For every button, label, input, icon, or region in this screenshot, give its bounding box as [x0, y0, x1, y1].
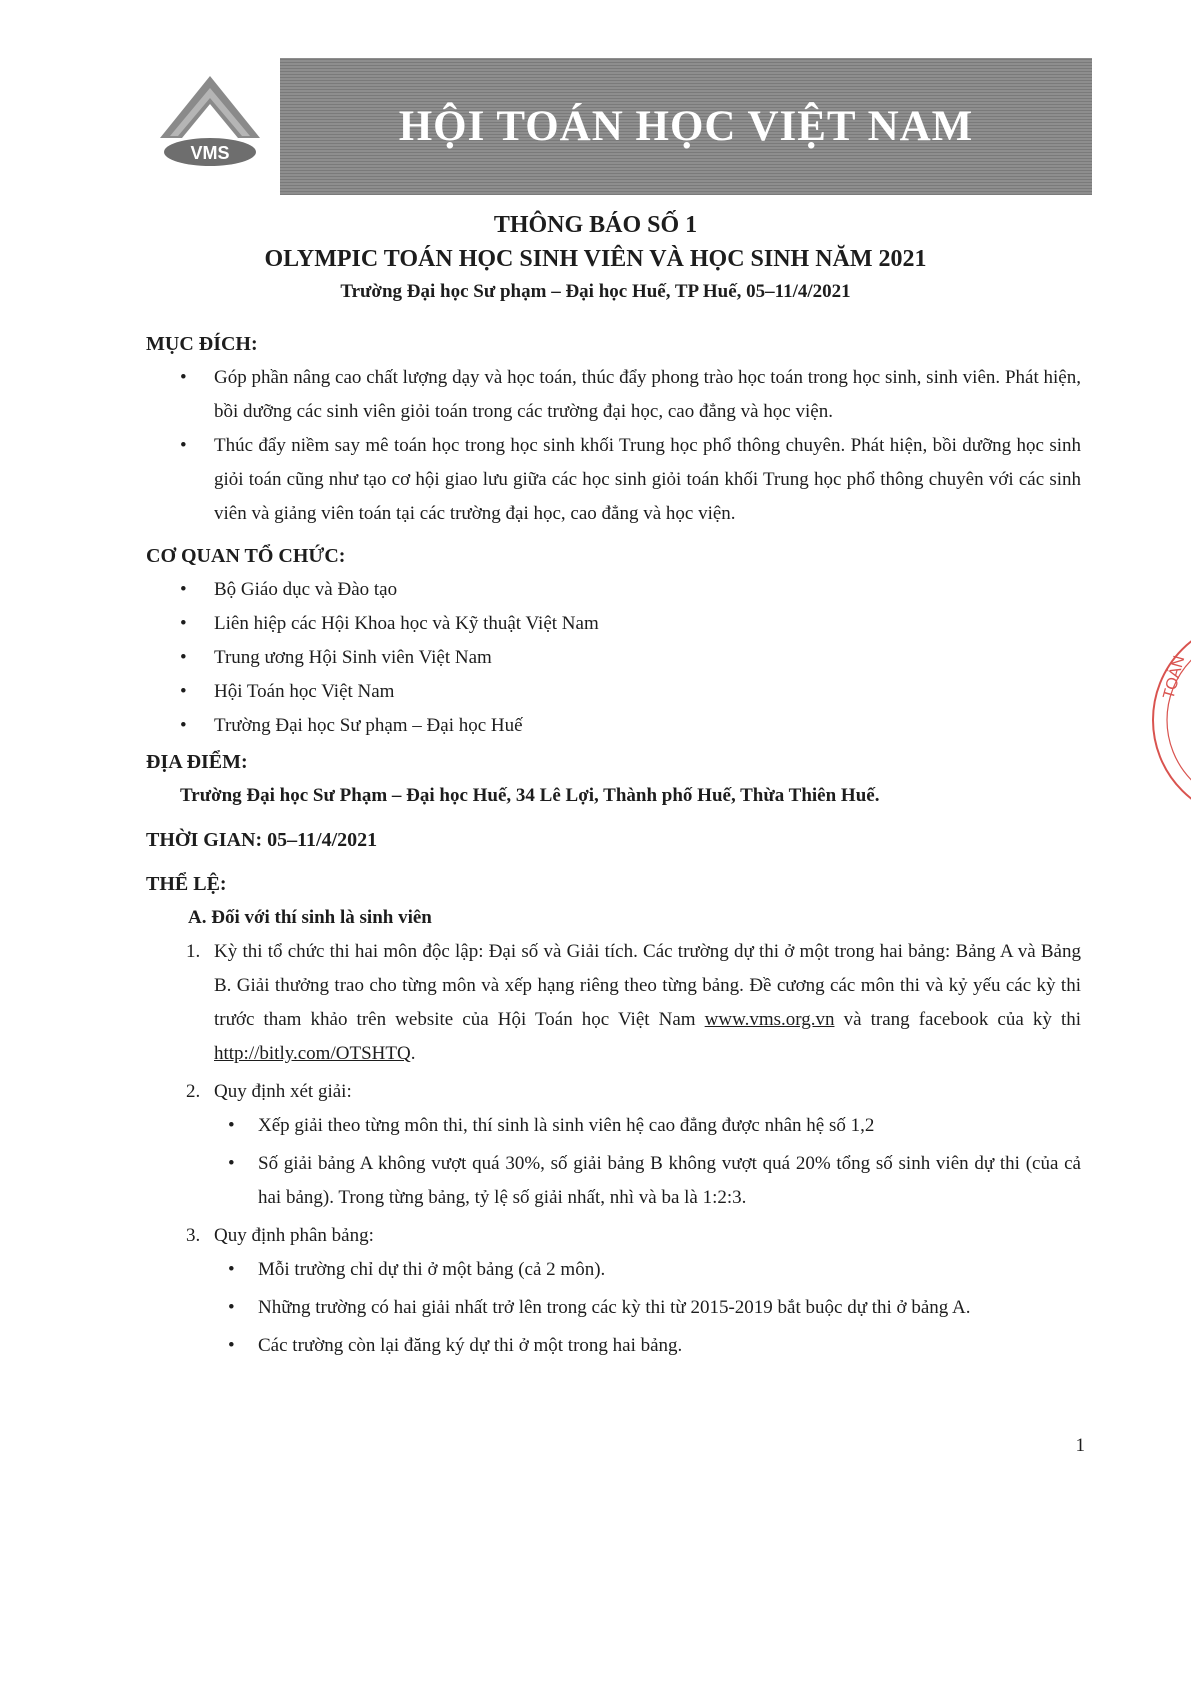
- rule-item-1: [146, 935, 1081, 1071]
- event-title: OLYMPIC TOÁN HỌC SINH VIÊN VÀ HỌC SINH NĂM 2021: [264, 246, 927, 272]
- list-item: • Bộ Giáo dục và Đào tạo: [146, 573, 1081, 607]
- location-address: Trường Đại học Sư Phạm – Đại học Huế, 34 Lê Lợi, Thành phố Huế, Thừa Thiên Huế.: [180, 785, 880, 806]
- page-number: 1: [1075, 1435, 1085, 1456]
- list-item: • Hội Toán học Việt Nam: [146, 675, 1081, 709]
- stamp-text: TOÁN: [1160, 653, 1189, 702]
- list-item: • Xếp giải theo từng môn thi, thí sinh là sinh viên hệ cao đẳng được nhân hệ số 1,2: [214, 1109, 1081, 1143]
- list-item: • Trường Đại học Sư phạm – Đại học Huế: [146, 709, 1081, 743]
- list-item: • Những trường có hai giải nhất trở lên trong các kỳ thi từ 2015-2019 bắt buộc dự thi ở bảng A.: [214, 1291, 1081, 1325]
- official-stamp: [1143, 620, 1191, 820]
- notice-title: THÔNG BÁO SỐ 1: [493, 212, 698, 238]
- facebook-link[interactable]: http://bitly.com/OTSHTQ: [214, 1043, 411, 1064]
- document-body: [146, 325, 1081, 1367]
- event-venue-date: Trường Đại học Sư phạm – Đại học Huế, TP Huế, 05–11/4/2021: [340, 281, 851, 302]
- list-item: • Liên hiệp các Hội Khoa học và Kỹ thuật Việt Nam: [146, 607, 1081, 641]
- rule-title: Quy định xét giải:: [214, 1081, 352, 1102]
- rule-text: và trang facebook của kỳ thi: [834, 1009, 1082, 1030]
- logo-text: VMS: [190, 143, 230, 163]
- list-item: • Trung ương Hội Sinh viên Việt Nam: [146, 641, 1081, 675]
- rules-list: [146, 935, 1081, 1363]
- organizers-list: [146, 573, 1081, 743]
- letterhead: [150, 58, 1090, 198]
- purpose-list: [146, 361, 1081, 531]
- list-item: • Góp phần nâng cao chất lượng dạy và học toán, thúc đẩy phong trào học toán trong học sinh, sinh viên. Phát hiện, bồi dưỡng các sinh viên giỏi toán trong các trường đại học, cao đẳng và học viện.: [146, 361, 1081, 429]
- list-item: • Số giải bảng A không vượt quá 30%, số giải bảng B không vượt quá 20% tổng số sinh viên dự thi (của cả hai bảng). Trong từng bảng, tỷ lệ số giải nhất, nhì và ba là 1:2:3.: [214, 1147, 1081, 1215]
- rule-text: .: [410, 1043, 416, 1064]
- list-item: • Mỗi trường chỉ dự thi ở một bảng (cả 2 môn).: [214, 1253, 1081, 1287]
- header-banner: [280, 58, 1092, 195]
- award-rules-list: [214, 1109, 1081, 1215]
- section-heading-organizers: CƠ QUAN TỔ CHỨC:: [146, 545, 346, 567]
- list-item: • Các trường còn lại đăng ký dự thi ở một trong hai bảng.: [214, 1329, 1081, 1363]
- list-item: • Thúc đẩy niềm say mê toán học trong học sinh khối Trung học phổ thông chuyên. Phát hiện, bồi dưỡng học sinh giỏi toán cũng như tạo cơ hội giao lưu giữa các học sinh giỏi toán khối Trung học phổ thông chuyên với các sinh viên và giảng viên toán tại các trường đại học, cao đẳng và học viện.: [146, 429, 1081, 531]
- section-heading-rules: THỂ LỆ:: [146, 873, 227, 895]
- rule-item-2: [146, 1075, 1081, 1215]
- item-number: 1.: [186, 941, 201, 962]
- rule-text: Kỳ thi tổ chức thi hai môn độc lập: Đại số và Giải tích. Các trường dự thi ở một trong hai bảng: Bảng A và Bảng B. Giải thưởng trao cho từng môn và xếp hạng riêng theo từng bảng. Đề cương các môn thi và kỷ yếu các kỳ thi trước tham khảo trên website của Hội Toán học Việt Nam: [214, 941, 1081, 1030]
- section-heading-purpose: MỤC ĐÍCH:: [146, 333, 258, 355]
- vms-logo: [150, 68, 270, 178]
- rule-item-3: [146, 1219, 1081, 1363]
- subsection-students: A. Đối với thí sinh là sinh viên: [188, 907, 432, 928]
- item-number: 3.: [186, 1225, 201, 1246]
- rule-title: Quy định phân bảng:: [214, 1225, 374, 1246]
- item-number: 2.: [186, 1081, 201, 1102]
- org-name: HỘI TOÁN HỌC VIỆT NAM: [398, 103, 974, 150]
- section-heading-time: THỜI GIAN: 05–11/4/2021: [146, 829, 378, 851]
- division-rules-list: [214, 1253, 1081, 1363]
- website-link[interactable]: www.vms.org.vn: [704, 1009, 835, 1030]
- section-heading-location: ĐỊA ĐIỂM:: [146, 751, 248, 773]
